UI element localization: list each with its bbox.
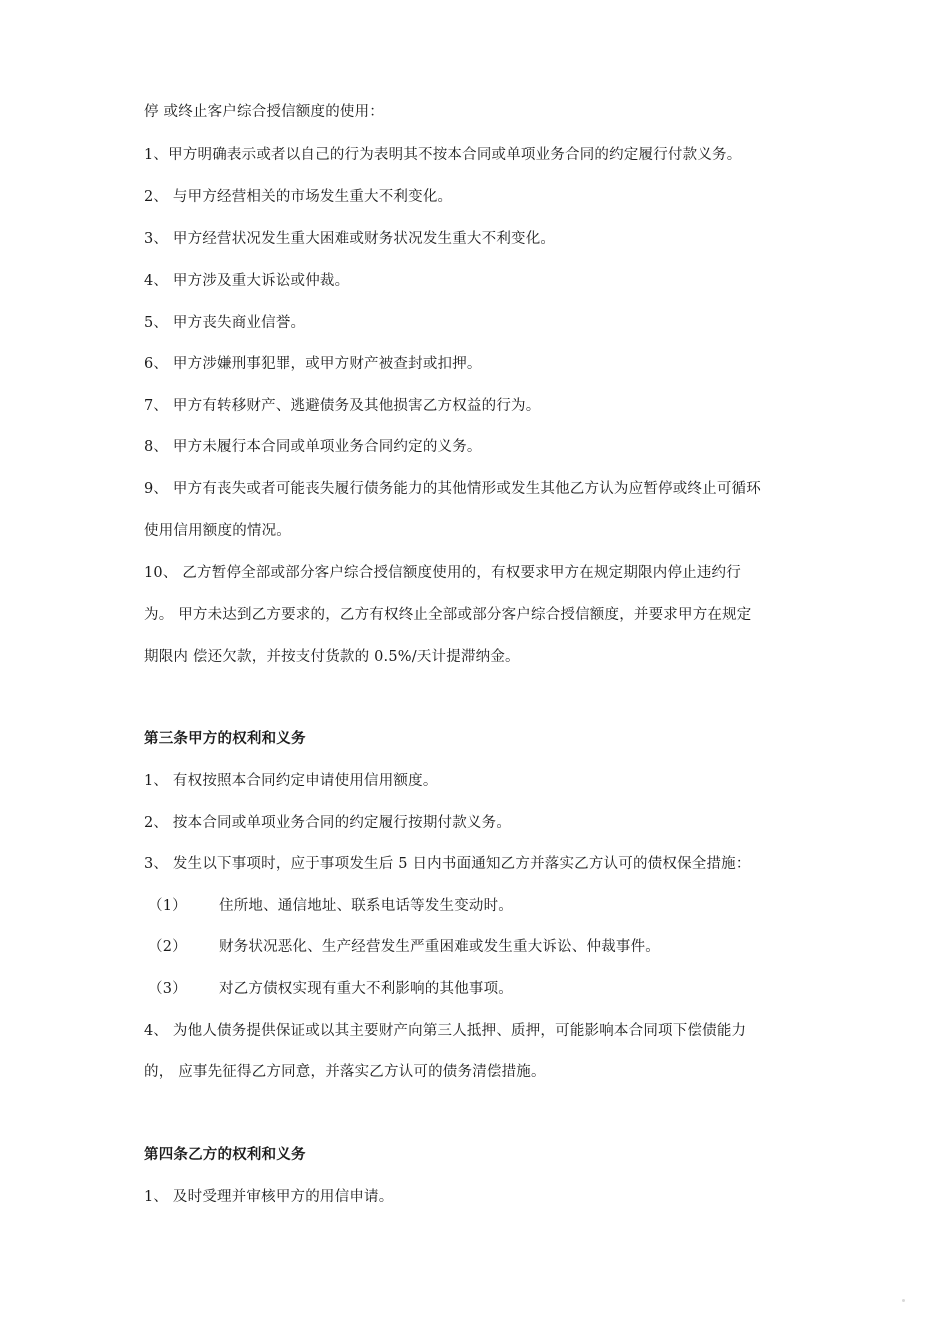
list-item: 5、 甲方丧失商业信誉。: [144, 315, 306, 331]
text-line: 停 或终止客户综合授信额度的使用：: [144, 104, 385, 120]
list-item: 9、 甲方有丧失或者可能丧失履行债务能力的其他情形或发生其他乙方认为应暂停或终止可循环: [144, 481, 761, 497]
list-item: 8、 甲方未履行本合同或单项业务合同约定的义务。: [144, 439, 482, 455]
sub-item-text: 住所地、通信地址、联系电话等发生变动时。: [219, 898, 513, 914]
sub-item-number: （3）: [148, 981, 187, 997]
sub-item-number: （1）: [148, 898, 187, 914]
text-line: 使用信用额度的情况。: [144, 523, 291, 539]
text-line: 期限内 偿还欠款，并按支付货款的 0.5%/天计提滞纳金。: [144, 649, 520, 665]
list-item: 1、 有权按照本合同约定申请使用信用额度。: [144, 773, 438, 789]
list-item: 2、 按本合同或单项业务合同的约定履行按期付款义务。: [144, 815, 512, 831]
sub-item-number: （2）: [148, 939, 187, 955]
section-heading-3: 第三条甲方的权利和义务: [144, 730, 306, 747]
text-line: 的， 应事先征得乙方同意，并落实乙方认可的债务清偿措施。: [144, 1064, 546, 1080]
list-item: 3、 发生以下事项时，应于事项发生后 5 日内书面通知乙方并落实乙方认可的债权保全措施：: [144, 856, 751, 872]
sub-item-text: 财务状况恶化、生产经营发生严重困难或发生重大诉讼、仲裁事件。: [219, 939, 660, 955]
section-heading-4: 第四条乙方的权利和义务: [144, 1146, 306, 1163]
list-item: 2、 与甲方经营相关的市场发生重大不利变化。: [144, 189, 453, 205]
list-item: 4、 甲方涉及重大诉讼或仲裁。: [144, 273, 350, 289]
list-item: 7、 甲方有转移财产、逃避债务及其他损害乙方权益的行为。: [144, 398, 541, 414]
sub-item-text: 对乙方债权实现有重大不利影响的其他事项。: [219, 981, 513, 997]
list-item: 3、 甲方经营状况发生重大困难或财务状况发生重大不利变化。: [144, 231, 556, 247]
list-item: 4、 为他人债务提供保证或以其主要财产向第三人抵押、质押，可能影响本合同项下偿债能力: [144, 1023, 747, 1039]
text-line: 为。 甲方未达到乙方要求的，乙方有权终止全部或部分客户综合授信额度，并要求甲方在规定: [144, 607, 752, 623]
page-mark: [902, 1299, 905, 1302]
list-item: 1、甲方明确表示或者以自己的行为表明其不按本合同或单项业务合同的约定履行付款义务。: [144, 147, 742, 163]
list-item: 6、 甲方涉嫌刑事犯罪，或甲方财产被查封或扣押。: [144, 356, 482, 372]
list-item: 1、 及时受理并审核甲方的用信申请。: [144, 1189, 394, 1205]
list-item: 10、 乙方暂停全部或部分客户综合授信额度使用的，有权要求甲方在规定期限内停止违约行: [144, 565, 741, 581]
